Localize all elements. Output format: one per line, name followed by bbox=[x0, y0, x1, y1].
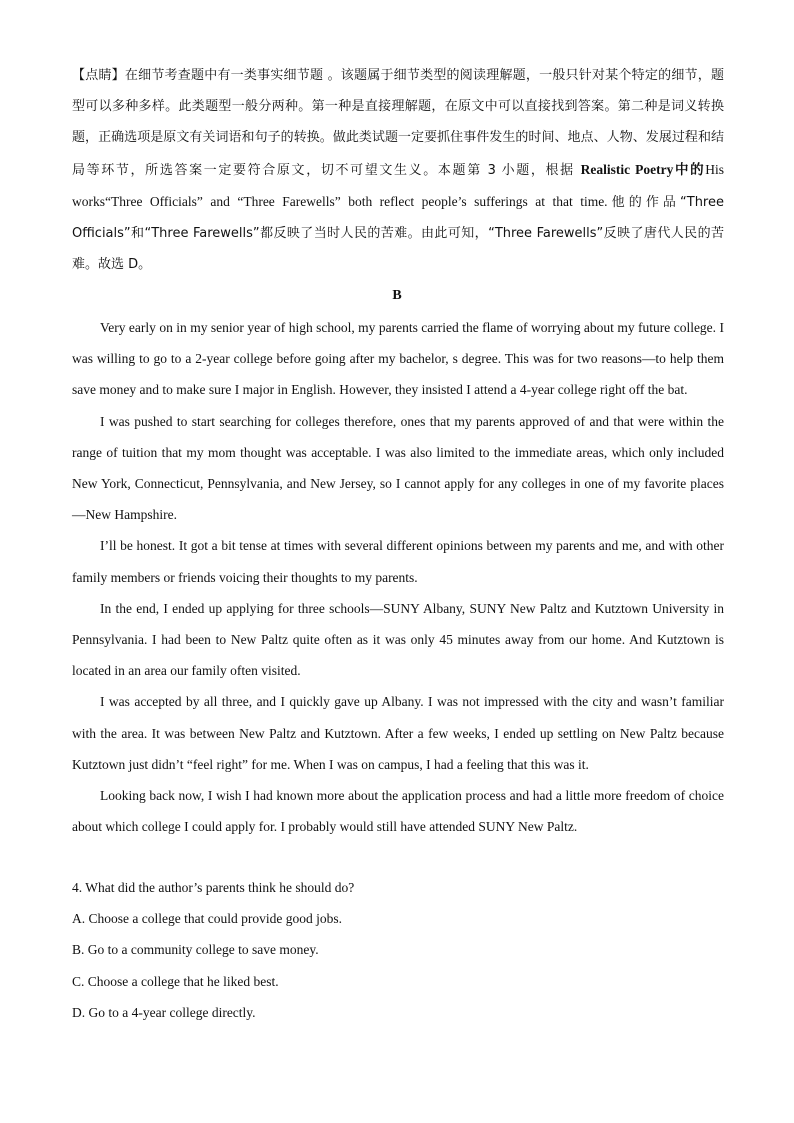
note-english-quote: His works“Three Officials” and “Three Farewells” both reflect people’s sufferings at that time. bbox=[72, 161, 724, 209]
passage-paragraph: In the end, I ended up applying for three schools—SUNY Albany, SUNY New Paltz and Kutztown University in Pennsylvania. I had been to New Paltz quite often as it was only 45 minutes away from our home. And Kutztown is located in an area our family often visited. bbox=[72, 600, 724, 679]
question-stem: 4. What did the author’s parents think he should do? bbox=[72, 880, 355, 895]
note-tag: 【点睛】 bbox=[72, 68, 125, 83]
option-c: C. Choose a college that he liked best. bbox=[72, 973, 279, 989]
passage-paragraph: Very early on in my senior year of high school, my parents carried the flame of worrying about my future college. I was willing to go to a 2-year college before going after my bachelor, s degree. This was for two reasons—to help them save money and to make sure I major in English. However, they insisted I attend a 4-year college right off the bat. bbox=[72, 320, 724, 398]
section-title: B bbox=[392, 288, 402, 303]
note-text-1: 在细节考查题中有一类事实细节题 。该题属于细节类型的阅读理解题，一般只针对某个特定的细节，题型可以多种多样。此类题型一般分两种。第一种是直接理解题，在原文中可以直接找到答案。第二种是词义转换题，正确选项是原文有关词语和句子的转换。做此类试题一定要抓住事件发生的时间、地点、人物、发展过程和结局等环节，所选答案一定要符合原文，切不可望文生义。本题第 3 小题，根据 bbox=[72, 68, 724, 178]
option-b: B. Go to a community college to save money. bbox=[72, 942, 319, 958]
note-bold-reference: Realistic Poetry中的 bbox=[580, 161, 706, 177]
passage-paragraph: I was accepted by all three, and I quickly gave up Albany. I was not impressed with the city and wasn’t familiar with the area. It was between New Paltz and Kutztown. After a few weeks, I ended up settling on New Paltz because Kutztown just didn’t “feel right” for me. When I was on campus, I had a feeling that this was it. bbox=[72, 694, 724, 772]
passage-paragraph: Looking back now, I wish I had known more about the application process and had a little more freedom of choice about which college I could apply for. I probably would still have attended SUNY New Paltz. bbox=[72, 788, 724, 835]
reading-passage bbox=[72, 312, 724, 842]
passage-paragraph: I’ll be honest. It got a bit tense at times with several different opinions between my parents and me, and with other family members or friends voicing their thoughts to my parents. bbox=[72, 538, 724, 585]
note-text-2: 他的作品“Three Officials”和“Three Farewells”都反映了当时人民的苦难。由此可知，“Three Farewells”反映了唐代人民的苦难。故选 D。 bbox=[72, 194, 724, 273]
option-a: A. Choose a college that could provide good jobs. bbox=[72, 911, 342, 927]
option-d: D. Go to a 4-year college directly. bbox=[72, 1004, 256, 1020]
passage-paragraph: I was pushed to start searching for colleges therefore, ones that my parents approved of and that were within the range of tuition that my mom thought was acceptable. I was also limited to the immediate areas, which only included New York, Connecticut, Pennsylvania, and New Jersey, so I cannot apply for any colleges in one of my favorite places—New Hampshire. bbox=[72, 413, 724, 523]
question-block bbox=[72, 872, 724, 1028]
answer-note bbox=[72, 60, 724, 280]
